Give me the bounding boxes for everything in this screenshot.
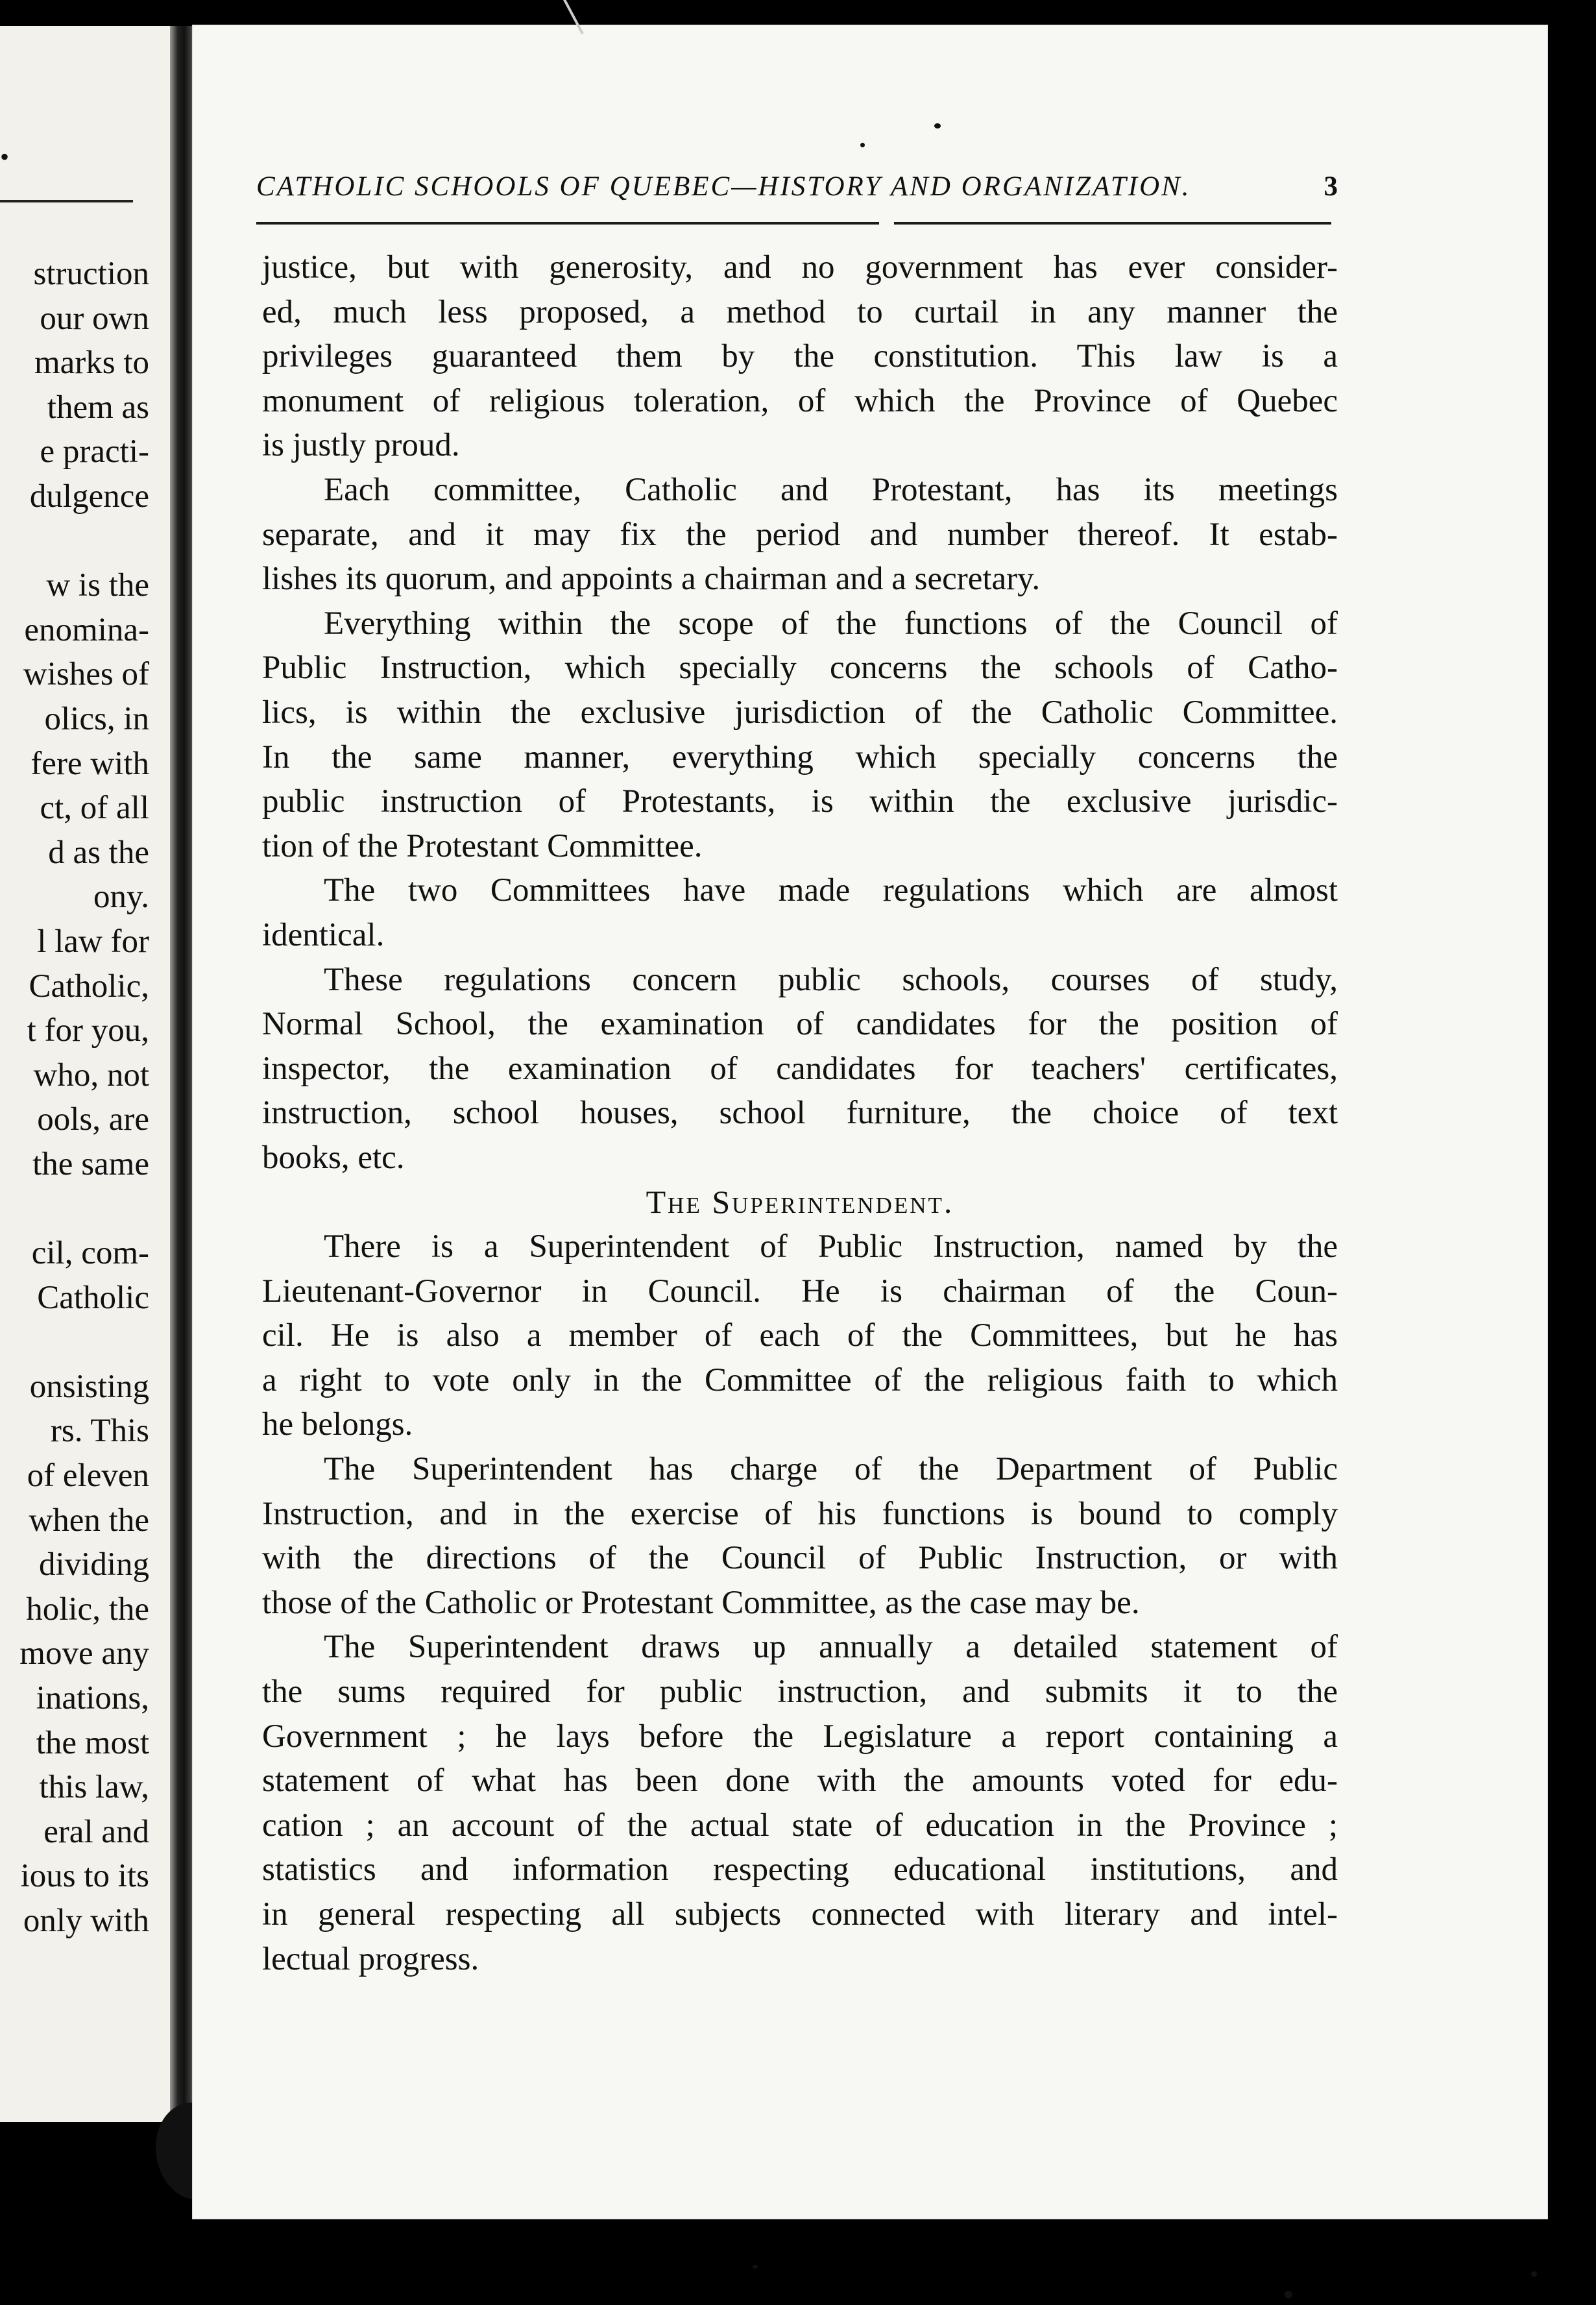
text-line: Everything within the scope of the functions of the Council of [324,605,1338,642]
facing-page-line: the same [32,1145,149,1182]
text-line: lectual progress. [262,1940,479,1977]
text-line: monument of religious toleration, of which the Province of Quebec [262,382,1338,419]
facing-page-line: our own [40,300,149,337]
text-line: ed, much less proposed, a method to curtail in any manner the [262,293,1338,330]
header-rule [894,222,1331,225]
facing-page-line: wishes of [23,656,149,693]
text-line: Each committee, Catholic and Protestant, has its meetings [324,471,1338,508]
facing-page-line: who, not [33,1056,149,1093]
text-line: The Superintendent has charge of the Department of Public [324,1451,1338,1488]
text-line: statistics and information respecting educational institutions, and [262,1851,1338,1888]
text-line: instruction, school houses, school furniture, the choice of text [262,1095,1338,1132]
facing-page-line: of eleven [27,1457,149,1494]
facing-page-line [19,1320,149,1365]
text-line: inspector, the examination of candidates for teachers' certificates, [262,1050,1338,1087]
facing-page-line: t for you, [27,1012,149,1049]
facing-page-line: them as [47,389,149,426]
text-line: Public Instruction, which specially concerns the schools of Catho- [262,650,1338,687]
text-line: public instruction of Protestants, is within the exclusive jurisdic- [262,783,1338,820]
facing-page-line: onsisting [29,1368,149,1405]
text-line: statement of what has been done with the amounts voted for edu- [262,1762,1338,1799]
facing-page-line: ools, are [37,1101,149,1138]
facing-page-line: ious to its [20,1858,149,1895]
text-line: those of the Catholic or Protestant Committee, as the case may be. [262,1584,1140,1621]
facing-page-line [19,519,149,564]
text-line: books, etc. [262,1139,405,1176]
text-line: is justly proud. [262,427,460,464]
facing-page-rule [0,200,133,202]
page-body [262,245,1338,1981]
text-line: In the same manner, everything which specially concerns the [262,738,1338,775]
text-line: tion of the Protestant Committee. [262,827,703,864]
facing-page-line: eral and [43,1813,149,1850]
facing-page-line: this law, [39,1769,149,1806]
text-line: lishes its quorum, and appoints a chairman and a secretary. [262,561,1041,598]
text-line: cil. He is also a member of each of the Committees, but he has [262,1317,1338,1354]
scan-speck [1531,2271,1537,2277]
text-line: a right to vote only in the Committee of the religious faith to which [262,1361,1338,1398]
facing-page-line: holic, the [26,1591,149,1628]
running-header [256,167,1340,206]
facing-page-line: Catholic, [29,968,149,1005]
facing-page-line: rs. This [50,1413,149,1450]
text-line: justice, but with generosity, and no government has ever consider- [262,249,1338,286]
page-ornament: • [0,142,10,171]
page-number: 3 [1324,171,1340,202]
text-line: with the directions of the Council of Public Instruction, or with [262,1540,1338,1577]
facing-page-line: when the [29,1502,149,1539]
facing-page-line: the most [36,1724,149,1761]
text-line: Government ; he lays before the Legislature a report containing a [262,1718,1338,1755]
facing-page-line: e practi- [40,433,149,470]
facing-page-line: w is the [46,567,149,604]
facing-page-line: d as the [48,834,149,871]
text-line: lics, is within the exclusive jurisdiction of the Catholic Committee. [262,694,1338,731]
facing-page-line: olics, in [44,700,149,737]
running-title: CATHOLIC SCHOOLS OF QUEBEC—HISTORY AND ORGANIZATION. [256,171,1191,202]
scan-speck [1285,2291,1292,2299]
text-line: The Superintendent draws up annually a detailed statement of [324,1629,1338,1666]
text-line: There is a Superintendent of Public Instruction, named by the [324,1228,1338,1265]
text-line: in general respecting all subjects connected with literary and intel- [262,1896,1338,1933]
facing-page-line [19,1186,149,1231]
text-line: Instruction, and in the exercise of his functions is bound to comply [262,1495,1338,1532]
scan-speck [753,2265,758,2269]
text-line: Lieutenant-Governor in Council. He is chairman of the Coun- [262,1273,1338,1310]
facing-page-line: enomina- [24,611,149,648]
scan-speck [934,123,941,128]
facing-page-line: fere with [30,745,149,782]
text-line: he belongs. [262,1406,413,1443]
facing-page-line: ony. [93,879,149,916]
facing-page-line: dividing [38,1546,149,1583]
header-rule [256,222,879,225]
text-line: separate, and it may fix the period and number thereof. It estab- [262,516,1338,553]
facing-page-line: move any [19,1635,149,1672]
scan-speck [860,143,865,147]
text-line: cation ; an account of the actual state of education in the Province ; [262,1807,1338,1844]
text-line: identical. [262,916,385,953]
facing-page-line: dulgence [29,478,149,515]
facing-page-line: struction [33,256,149,292]
facing-page-line: ct, of all [40,790,149,827]
facing-page-line: Catholic [37,1279,149,1316]
facing-page-line: inations, [36,1680,149,1716]
facing-page-line: only with [23,1902,149,1939]
facing-page-line: cil, com- [31,1235,149,1272]
section-heading: The Superintendent. [646,1184,954,1221]
facing-page-line: marks to [34,345,149,382]
facing-page-fragment [0,26,170,2122]
facing-page-line: l law for [37,923,149,960]
text-line: The two Committees have made regulations which are almost [324,872,1338,909]
text-line: These regulations concern public schools, courses of study, [324,961,1338,998]
text-line: the sums required for public instruction, and submits it to the [262,1674,1338,1710]
facing-page-text [19,252,149,1944]
text-line: Normal School, the examination of candidates for the position of [262,1006,1338,1043]
text-line: privileges guaranteed them by the constitution. This law is a [262,338,1338,375]
